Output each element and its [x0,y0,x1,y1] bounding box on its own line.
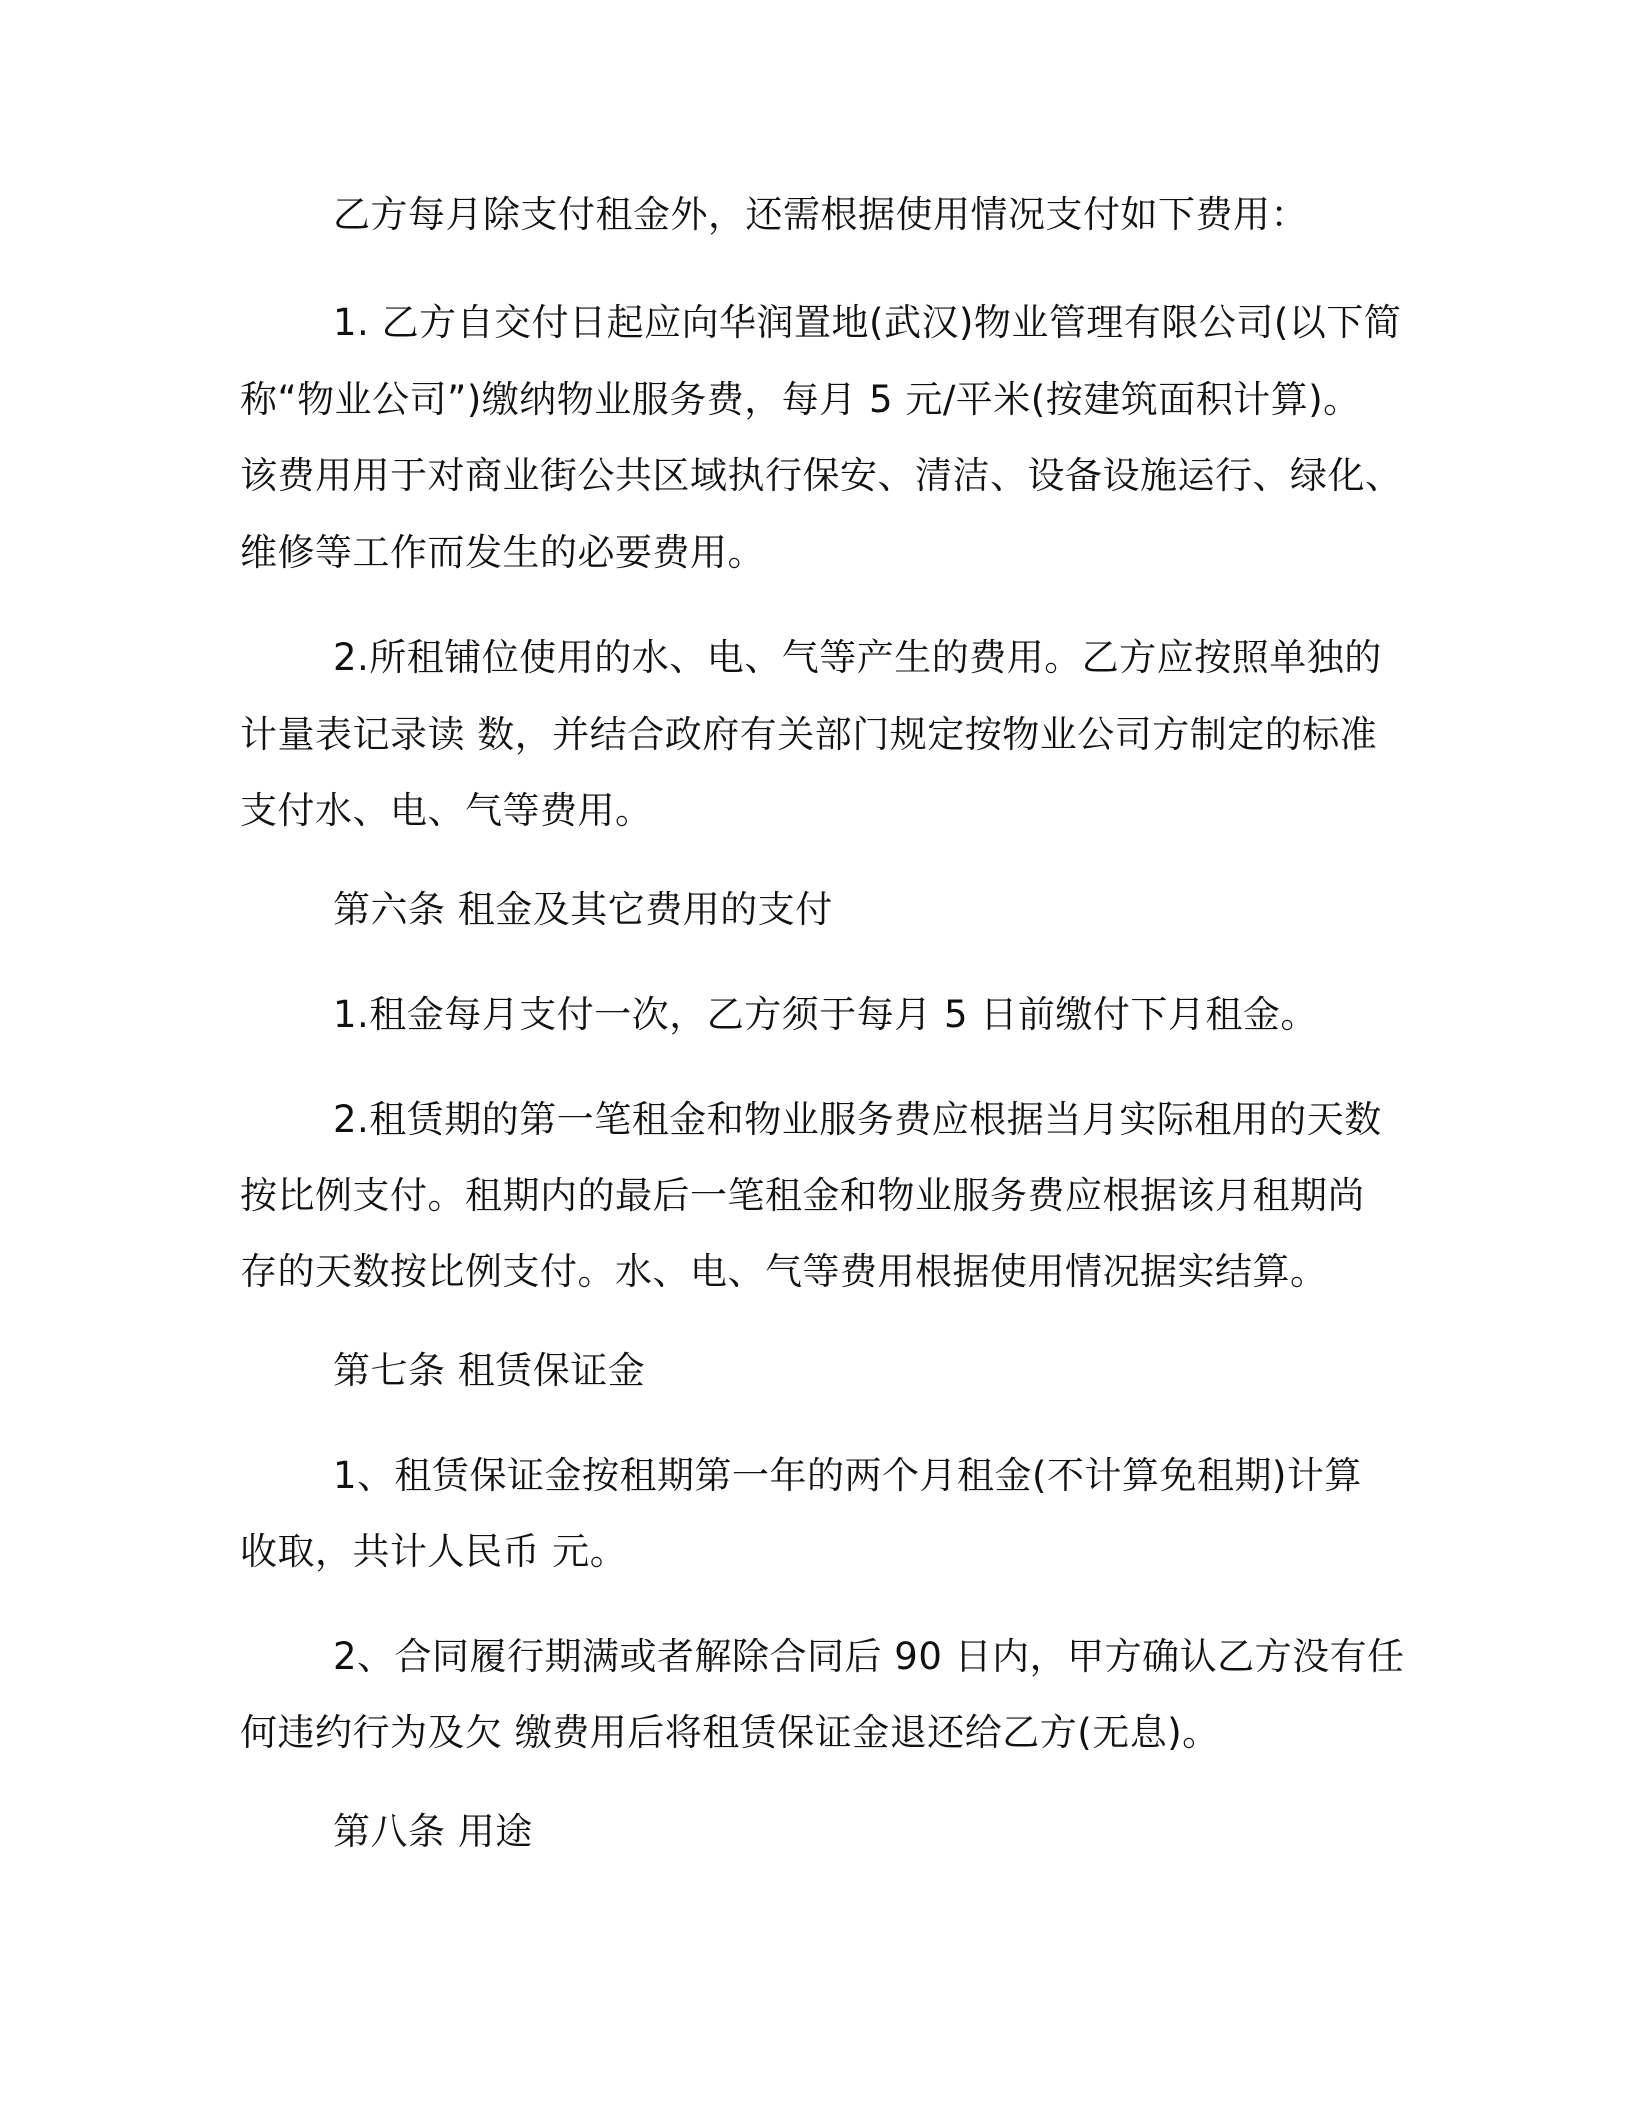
paragraph-item-1-line-3: 该费用用于对商业街公共区域执行保安、清洁、设备设施运行、绿化、 [240,454,1403,497]
paragraph-article-6-item-1: 1.租金每月支付一次，乙方须于每月 5 日前缴付下月租金。 [333,993,1318,1036]
paragraph-article-7-item-2-line-2: 何违约行为及欠 缴费用后将租赁保证金退还给乙方(无息)。 [240,1711,1220,1754]
paragraph-article-6-item-2-line-3: 存的天数按比例支付。水、电、气等费用根据使用情况据实结算。 [240,1250,1328,1293]
paragraph-article-7-item-1-line-1: 1、租赁保证金按租期第一年的两个月租金(不计算免租期)计算 [333,1454,1362,1497]
section-heading-article-6: 第六条 租金及其它费用的支付 [333,888,833,931]
paragraph-item-1-line-2: 称“物业公司”)缴纳物业服务费，每月 5 元/平米(按建筑面积计算)。 [240,378,1361,421]
section-heading-article-8: 第八条 用途 [333,1810,533,1853]
paragraph-item-1-line-1: 1. 乙方自交付日起应向华润置地(武汉)物业管理有限公司(以下简 [333,301,1402,344]
paragraph-item-2-line-3: 支付水、电、气等费用。 [240,789,653,832]
section-heading-article-7: 第七条 租赁保证金 [333,1349,646,1392]
paragraph-item-2-line-1: 2.所租铺位使用的水、电、气等产生的费用。乙方应按照单独的 [333,636,1382,679]
paragraph-article-7-item-2-line-1: 2、合同履行期满或者解除合同后 90 日内，甲方确认乙方没有任 [333,1635,1405,1678]
paragraph-item-2-line-2: 计量表记录读 数，并结合政府有关部门规定按物业公司方制定的标准 [240,713,1378,756]
paragraph-article-6-item-2-line-1: 2.租赁期的第一笔租金和物业服务费应根据当月实际租用的天数 [333,1098,1382,1141]
paragraph-item-1-line-4: 维修等工作而发生的必要费用。 [240,531,765,574]
paragraph-intro-line-1: 乙方每月除支付租金外，还需根据使用情况支付如下费用： [333,193,1308,236]
paragraph-article-6-item-2-line-2: 按比例支付。租期内的最后一笔租金和物业服务费应根据该月租期尚 [240,1174,1365,1217]
paragraph-article-7-item-1-line-2: 收取，共计人民币 元。 [240,1530,628,1573]
